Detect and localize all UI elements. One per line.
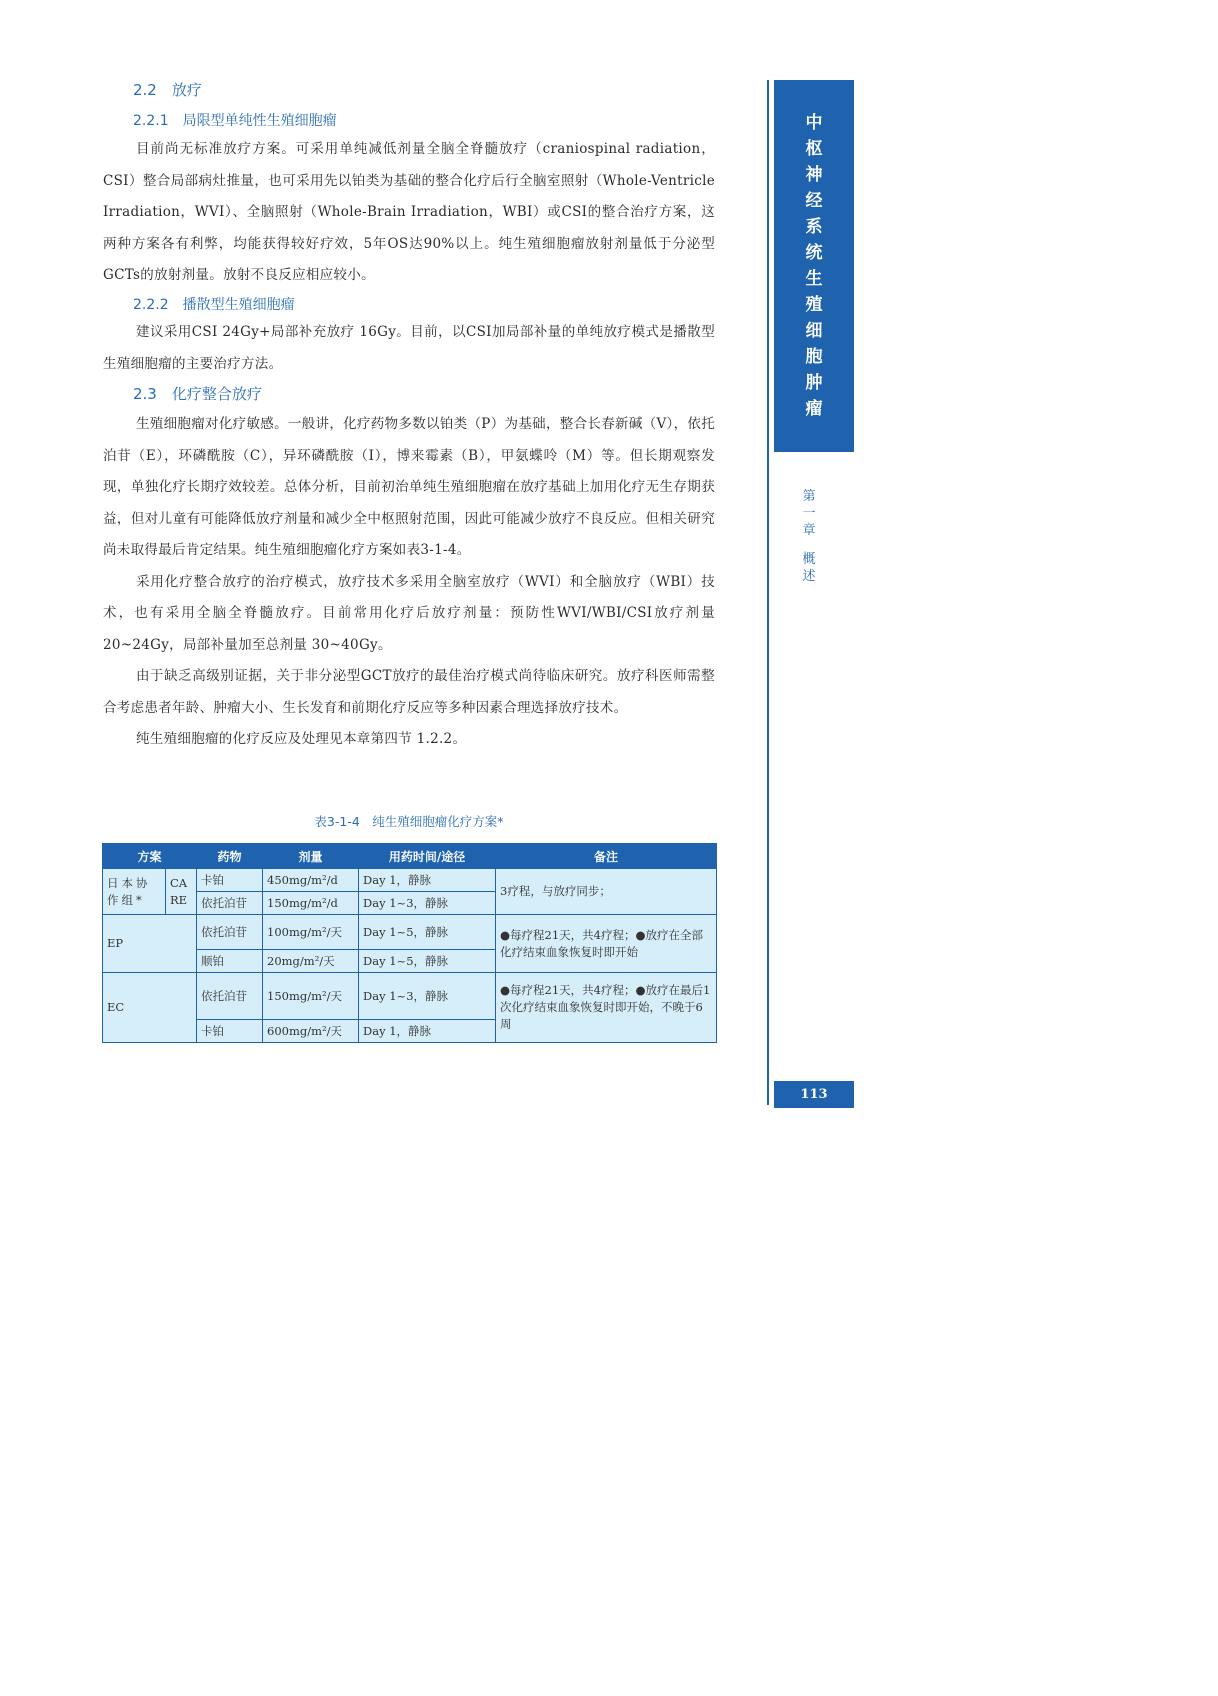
- drug-cell: 依托泊苷: [197, 973, 263, 1020]
- dose-cell: 450mg/m²/d: [263, 869, 359, 892]
- paragraph: 建议采用CSI 24Gy+局部补充放疗 16Gy。目前，以CSI加局部补量的单纯放疗模式是播散型生殖细胞瘤的主要治疗方法。: [103, 324, 715, 372]
- chapter-char: 述: [802, 569, 816, 584]
- table-header-row: [103, 844, 717, 869]
- dose-cell: 20mg/m²/天: [263, 950, 359, 973]
- title-char: 经: [805, 191, 823, 211]
- paragraph: 生殖细胞瘤对化疗敏感。一般讲，化疗药物多数以铂类（P）为基础，整合长春新碱（V），依托泊苷（E），环磷酰胺（C），异环磷酰胺（I），博来霉素（B），甲氨蝶呤（M）等。但长期观察发现，单独化疗长期疗效较差。总体分析，目前初治单纯生殖细胞瘤在放疗基础上加用化疗无生存期获益，但对儿童有可能降低放疗剂量和减少全中枢照射范围，因此可能减少放疗不良反应。但相关研究尚未取得最后肯定结果。纯生殖细胞瘤化疗方案如表3-1-4。: [103, 416, 715, 558]
- note-cell: 3疗程，与放疗同步；: [496, 869, 717, 915]
- dose-cell: 150mg/m²/d: [263, 892, 359, 915]
- note-cell: ●每疗程21天，共4疗程；●放疗在最后1次化疗结束血象恢复时即开始，不晚于6周: [496, 973, 717, 1043]
- section-heading-2-2: 2.2 放疗: [133, 81, 202, 99]
- drug-cell: 顺铂: [197, 950, 263, 973]
- paragraph-block-1: [103, 134, 715, 292]
- paragraph-block-3: [103, 409, 715, 756]
- chapter-label: [798, 488, 820, 585]
- schedule-cell: Day 1~3，静脉: [359, 973, 496, 1020]
- drug-cell: 卡铂: [197, 869, 263, 892]
- paragraph: 纯生殖细胞瘤的化疗反应及处理见本章第四节 1.2.2。: [136, 731, 467, 747]
- regimen-sub-cell: CARE: [166, 869, 197, 915]
- chapter-char: 章: [802, 523, 816, 538]
- schedule-cell: Day 1~5，静脉: [359, 915, 496, 950]
- header-cell: 备注: [496, 844, 717, 869]
- dose-cell: 100mg/m²/天: [263, 915, 359, 950]
- drug-cell: 卡铂: [197, 1020, 263, 1043]
- paragraph: 采用化疗整合放疗的治疗模式，放疗技术多采用全脑室放疗（WVI）和全脑放疗（WBI）技术，也有采用全脑全脊髓放疗。目前常用化疗后放疗剂量：预防性WVI/WBI/CSI放疗剂量 20~24Gy，局部补量加至总剂量 30~40Gy。: [103, 573, 715, 653]
- table-caption: 表3-1-4 纯生殖细胞瘤化疗方案*: [314, 814, 504, 829]
- header-cell: 药物: [197, 844, 263, 869]
- note-cell: ●每疗程21天，共4疗程；●放疗在全部化疗结束血象恢复时即开始: [496, 915, 717, 973]
- schedule-cell: Day 1~5，静脉: [359, 950, 496, 973]
- chemo-regimen-table: [102, 843, 717, 1043]
- header-cell: 剂量: [263, 844, 359, 869]
- section-heading-2-3: 2.3 化疗整合放疗: [133, 385, 262, 403]
- title-char: 细: [805, 321, 823, 341]
- schedule-cell: Day 1，静脉: [359, 869, 496, 892]
- title-char: 胞: [805, 347, 823, 367]
- table-row: [103, 915, 717, 950]
- dose-cell: 600mg/m²/天: [263, 1020, 359, 1043]
- title-char: 肿: [805, 373, 823, 393]
- title-char: 生: [805, 269, 823, 289]
- chapter-char: 第: [802, 489, 816, 504]
- margin-rule: [767, 80, 769, 1105]
- chapter-char: 概: [802, 552, 816, 567]
- dose-cell: 150mg/m²/天: [263, 973, 359, 1020]
- regimen-cell: EP: [103, 915, 197, 973]
- chapter-char: 一: [802, 506, 816, 521]
- drug-cell: 依托泊苷: [197, 915, 263, 950]
- regimen-cell: 日本协作组*: [103, 869, 166, 915]
- title-char: 系: [805, 217, 823, 237]
- page-number: 113: [774, 1081, 854, 1108]
- chapter-char: [798, 539, 820, 551]
- title-char: 瘤: [805, 399, 823, 419]
- book-title-tab: [774, 80, 854, 452]
- title-char: 统: [805, 243, 823, 263]
- title-char: 枢: [805, 139, 823, 159]
- table-row: [103, 869, 717, 892]
- paragraph: 目前尚无标准放疗方案。可采用单纯减低剂量全脑全脊髓放疗（craniospinal radiation，CSI）整合局部病灶推量，也可采用先以铂类为基础的整合化疗后行全脑室照射（Whole-Ventricle Irradiation，WVI）、全脑照射（Whole-Brain Irradiation，WBI）或CSI的整合治疗方案，这两种方案各有利弊，均能获得较好疗效，5年OS达90%以上。纯生殖细胞瘤放射剂量低于分泌型GCTs的放射剂量。放射不良反应相应较小。: [103, 141, 715, 283]
- paragraph-block-2: [103, 317, 715, 380]
- table-row: [103, 973, 717, 1020]
- header-cell: 用药时间/途径: [359, 844, 496, 869]
- drug-cell: 依托泊苷: [197, 892, 263, 915]
- title-char: 神: [805, 165, 823, 185]
- schedule-cell: Day 1，静脉: [359, 1020, 496, 1043]
- section-heading-2-2-2: 2.2.2 播散型生殖细胞瘤: [133, 297, 295, 313]
- paragraph: 由于缺乏高级别证据，关于非分泌型GCT放疗的最佳治疗模式尚待临床研究。放疗科医师需整合考虑患者年龄、肿瘤大小、生长发育和前期化疗反应等多种因素合理选择放疗技术。: [103, 668, 715, 716]
- title-char: 殖: [805, 295, 823, 315]
- header-cell: 方案: [103, 844, 197, 869]
- title-char: 中: [805, 113, 823, 133]
- schedule-cell: Day 1~3，静脉: [359, 892, 496, 915]
- regimen-cell: EC: [103, 973, 197, 1043]
- section-heading-2-2-1: 2.2.1 局限型单纯性生殖细胞瘤: [133, 113, 337, 129]
